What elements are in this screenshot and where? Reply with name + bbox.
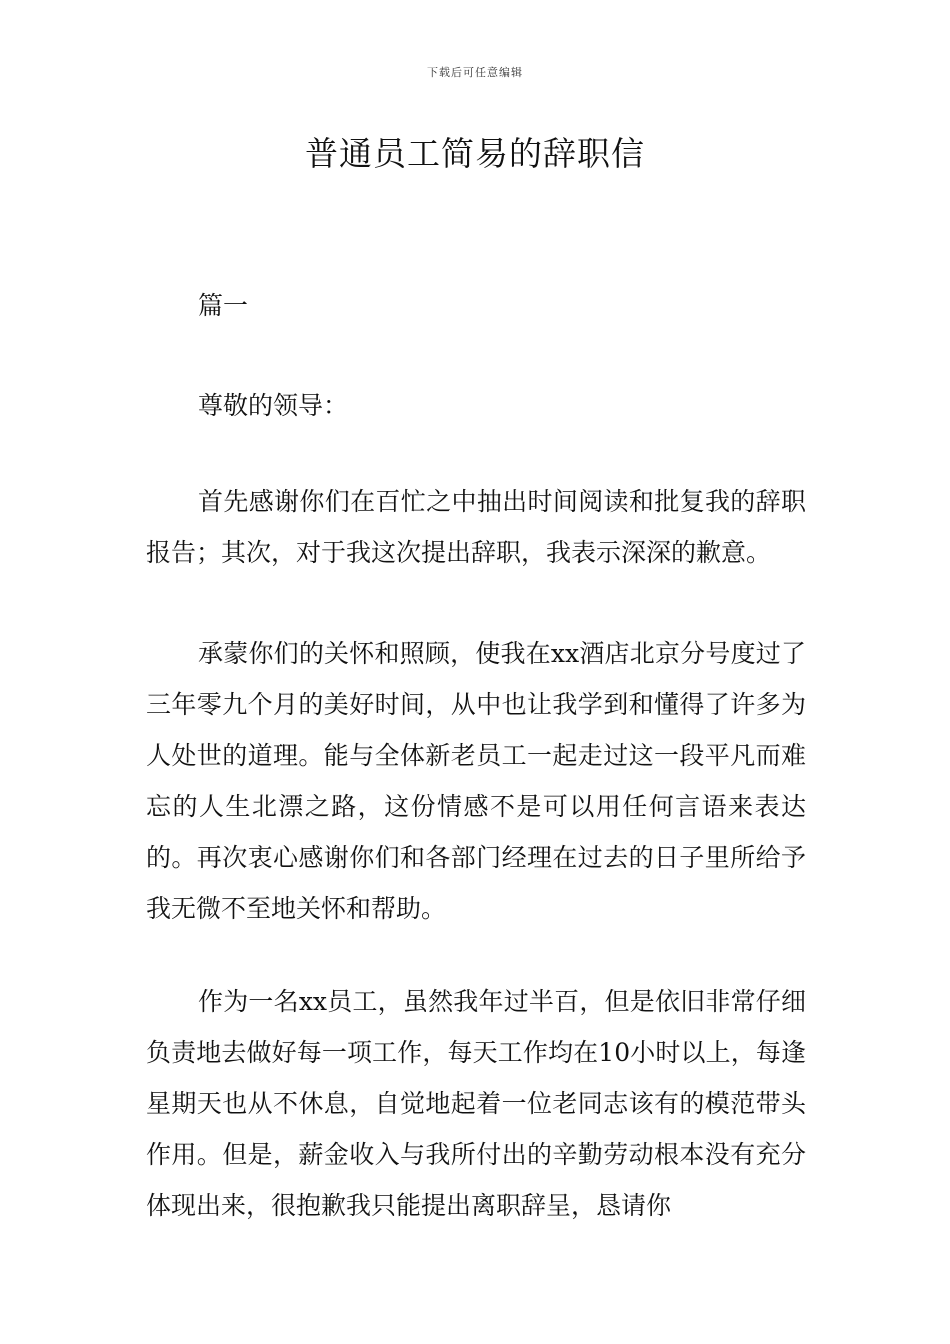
paragraph-1: 首先感谢你们在百忙之中抽出时间阅读和批复我的辞职报告；其次，对于我这次提出辞职，我表示深深的歉意。 bbox=[146, 487, 806, 567]
section-label: 篇一 bbox=[198, 291, 249, 320]
paragraph-3: 作为一名xx员工，虽然我年过半百，但是依旧非常仔细负责地去做好每一项工作，每天工作均在10小时以上，每逢星期天也从不休息，自觉地起着一位老同志该有的模范带头作用。但是，薪金收入与我所付出的辛勤劳动根本没有充分体现出来，很抱歉我只能提出离职辞呈，恳请你 bbox=[146, 987, 806, 1220]
document-title: 普通员工简易的辞职信 bbox=[305, 134, 645, 173]
paragraph-2: 承蒙你们的关怀和照顾，使我在xx酒店北京分号度过了三年零九个月的美好时间，从中也让我学到和懂得了许多为人处世的道理。能与全体新老员工一起走过这一段平凡而难忘的人生北漂之路，这份情感不是可以用任何言语来表达的。再次衷心感谢你们和各部门经理在过去的日子里所给予我无微不至地关怀和帮助。 bbox=[146, 639, 806, 923]
header-note: 下载后可任意编辑 bbox=[427, 66, 523, 79]
salutation: 尊敬的领导： bbox=[198, 391, 349, 420]
